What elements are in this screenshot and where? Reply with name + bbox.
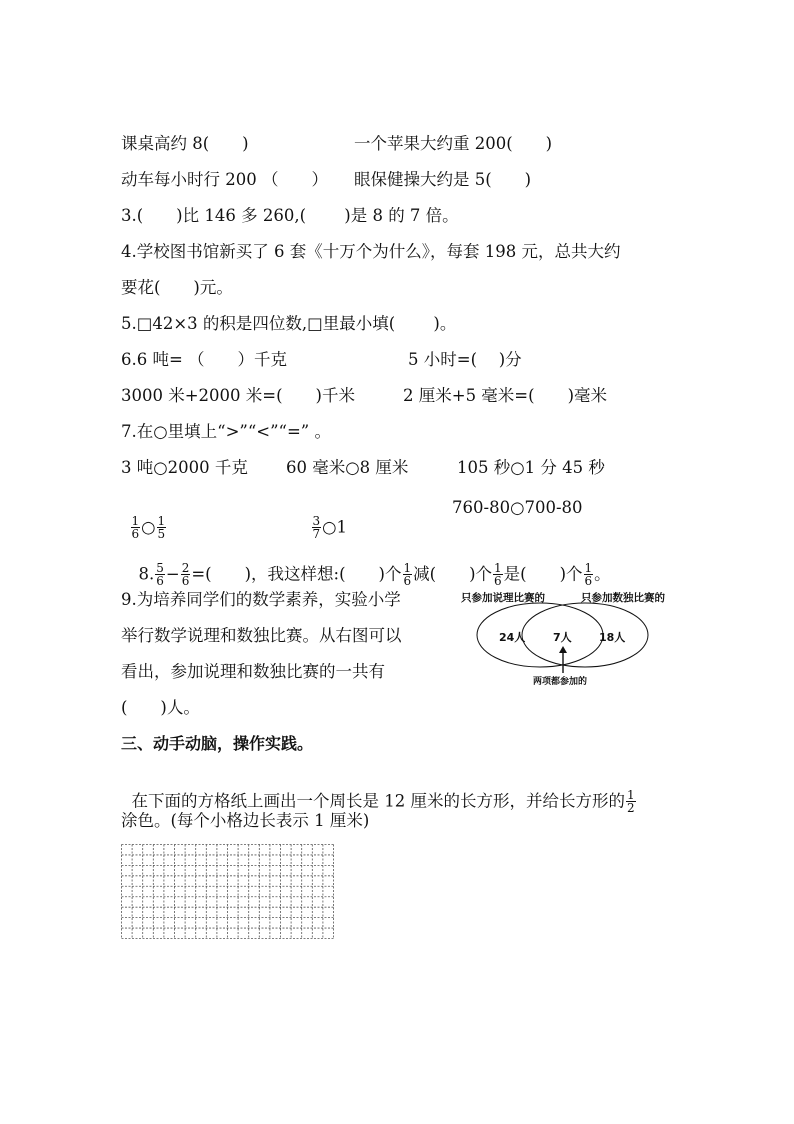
question-7-frac-compare-2: $\frac{3}{7}$ ○1 (312, 514, 348, 541)
fraction: $\frac{3}{7}$ (312, 514, 321, 541)
question-7-b: 60 毫米○8 厘米 (286, 458, 409, 477)
fraction: $\frac{1}{6}$ (403, 561, 412, 588)
question-6-a: 6.6 吨= （ ）千克 (121, 350, 288, 369)
question-3: 3.( )比 146 多 260,( )是 8 的 7 倍。 (121, 206, 459, 225)
section-3-heading: 三、动手动脑，操作实践。 (121, 734, 314, 753)
question-5: 5.□42×3 的积是四位数,□里最小填( )。 (121, 314, 457, 333)
question-7-title: 7.在○里填上“>”“<”“=” 。 (121, 422, 331, 441)
grid-paper[interactable] (121, 844, 334, 939)
q-apple-weight: 一个苹果大约重 200( ) (354, 134, 553, 153)
question-6-c: 3000 米+2000 米=( )千米 (121, 386, 355, 405)
question-7-a: 3 吨○2000 千克 (121, 458, 248, 477)
question-7-frac-compare-1: $\frac{1}{6}$ ○ $\frac{1}{5}$ (131, 514, 166, 541)
question-4-line2: 要花( )元。 (121, 278, 233, 297)
question-7-d: 760-80○700-80 (452, 498, 583, 517)
venn-arrow-head (559, 646, 567, 653)
question-9-line4: ( )人。 (121, 698, 200, 717)
q-desk-height: 课桌高约 8( ) (121, 134, 249, 153)
venn-bottom-label: 两项都参加的 (533, 677, 588, 687)
venn-right-count: 18人 (599, 631, 626, 644)
venn-left-title: 只参加说理比赛的 (461, 592, 545, 604)
question-6-d: 2 厘米+5 毫米=( )毫米 (403, 386, 608, 405)
venn-left-count: 24人 (499, 631, 526, 644)
question-4-line1: 4.学校图书馆新买了 6 套《十万个为什么》，每套 198 元，总共大约 (121, 242, 621, 261)
question-9-line3: 看出，参加说理和数独比赛的一共有 (121, 662, 385, 681)
fraction: $\frac{1}{5}$ (157, 514, 166, 541)
fraction: $\frac{1}{6}$ (494, 561, 502, 588)
fraction: $\frac{1}{2}$ (627, 788, 635, 815)
question-9-line1: 9.为培养同学们的数学素养，实验小学 (121, 590, 401, 609)
section-3-line1: 在下面的方格纸上画出一个周长是 12 厘米的长方形，并给长方形的 $\frac{1}{2}$ (131, 788, 635, 815)
fraction: $\frac{5}{6}$ (156, 561, 164, 588)
fraction: $\frac{1}{6}$ (131, 514, 140, 541)
venn-middle-count: 7人 (553, 631, 572, 644)
q-eye-exercise: 眼保健操大约是 5( ) (354, 170, 532, 189)
venn-diagram (455, 585, 685, 690)
section-3-line2: 涂色。(每个小格边长表示 1 厘米) (121, 811, 370, 830)
question-9-line2: 举行数学说理和数独比赛。从右图可以 (121, 626, 402, 645)
question-8: 8. $\frac{5}{6}$ − $\frac{2}{6}$ =( )，我这样想:( )个 $\frac{1}{6}$ 减( )个 $\frac{1}{6}$ 是( )个 $\frac{1}{6}$ 。 (138, 561, 611, 588)
q-train-speed: 动车每小时行 200 （ ） (121, 170, 328, 189)
question-6-b: 5 小时=( )分 (408, 350, 522, 369)
fraction: $\frac{2}{6}$ (181, 561, 190, 588)
question-7-c: 105 秒○1 分 45 秒 (457, 458, 605, 477)
venn-right-title: 只参加数独比赛的 (581, 592, 665, 604)
fraction: $\frac{1}{6}$ (584, 561, 593, 588)
